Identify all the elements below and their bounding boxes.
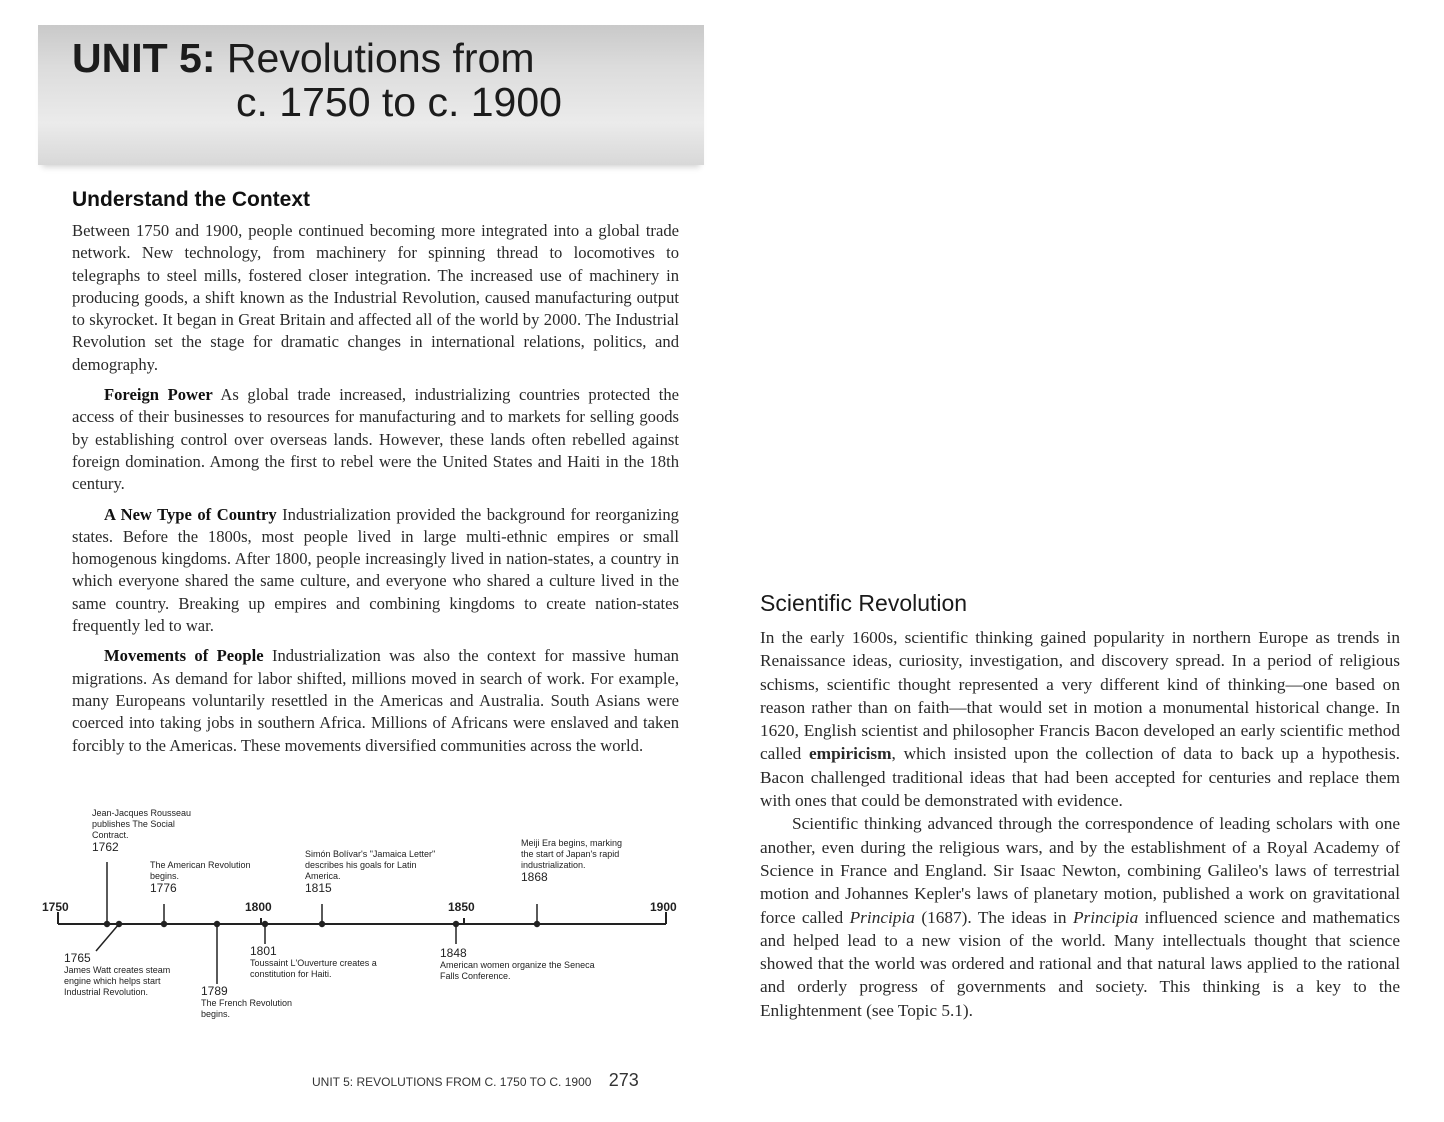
axis-label-1900: 1900 (650, 900, 677, 914)
timeline (38, 800, 688, 1040)
timeline-event (64, 953, 174, 998)
run-in-heading: A New Type of Country (104, 504, 277, 524)
page-footer (312, 1070, 639, 1091)
paragraph-text: Industrialization provided the background for reorganizing states. Before the 1800s, most people lived in large multi-ethnic empires or small homogenous kingdoms. After 1800, people increasingly lived in nation-states, a country in which everyone shared the same culture, and everyone who shared a culture lived in the same country. Breaking up empires and combining kingdoms to create nation-states frequently led to war. (72, 504, 679, 636)
context-paragraph-3 (72, 504, 679, 638)
paragraph-text: Scientific thinking advanced through the correspondence of leading scholars with one another, even during the religious wars, and by the establishment of a Royal Academy of Science in France and England. Sir Isaac Newton, combining Galileo's laws of terrestrial motion and Johannes Kepler's laws of planetary motion, published a work on gravitational force called (760, 814, 1400, 927)
event-text: Simón Bolívar's "Jamaica Letter" describes his goals for Latin America. (305, 849, 436, 881)
unit-title-line2: c. 1750 to c. 1900 (236, 79, 562, 125)
axis-label-1800: 1800 (245, 900, 272, 914)
context-body (72, 220, 679, 765)
page-number: 273 (608, 1070, 639, 1090)
unit-title (72, 36, 562, 124)
axis-label-1850: 1850 (448, 900, 475, 914)
unit-title-line1: Revolutions from (226, 35, 535, 81)
context-paragraph-4 (72, 645, 679, 756)
event-text: James Watt creates steam engine which helps start Industrial Revolution. (64, 965, 171, 997)
context-paragraph-1: Between 1750 and 1900, people continued becoming more integrated into a global trade network. New technology, from machinery for spinning thread to locomotives to telegraphs to steel mills, fostered closer integration. The increased use of machinery in producing goods, a shift known as the Industrial Revolution, caused manufacturing output to skyrocket. It began in Great Britain and affected all of the world by 2000. The Industrial Revolution set the stage for dramatic changes in international relations, politics, and demography. (72, 221, 679, 374)
event-year: 1776 (150, 881, 177, 895)
key-term: empiricism (809, 744, 892, 764)
run-in-heading: Foreign Power (104, 385, 213, 405)
event-marker-1801 (262, 921, 268, 927)
event-marker-1776 (161, 921, 167, 927)
event-text: American women organize the Seneca Falls Conference. (440, 960, 595, 981)
event-text: The French Revolution begins. (201, 998, 293, 1019)
event-text: Toussaint L'Ouverture creates a constitution for Haiti. (250, 958, 377, 979)
timeline-event (305, 849, 445, 894)
paragraph-text: , which insisted upon the collection of data to back up a hypothesis. Bacon challenged traditional ideas that had been accepted for centuries and replace them with ones that could be demonstrated with evidence. (760, 744, 1400, 811)
event-text: The American Revolution begins. (150, 860, 251, 881)
context-paragraph-2 (72, 384, 679, 495)
event-year: 1789 (201, 984, 228, 998)
timeline-event (92, 808, 200, 853)
paragraph-text: In the early 1600s, scientific thinking gained popularity in northern Europe as trends in Renaissance ideas, curiosity, investigation, and discovery spread. In a period of religious schisms, scientific thought represented a very different kind of thinking—one based on reason rather than on faith—that would set in motion a monumental historical change. In 1620, English scientist and philosopher Francis Bacon developed an early scientific method called (760, 628, 1400, 764)
axis-label-1750: 1750 (42, 900, 69, 914)
context-heading: Understand the Context (72, 188, 311, 211)
event-marker-1765 (116, 921, 122, 927)
scientific-paragraph-2 (760, 812, 1400, 1022)
timeline-event (521, 838, 631, 883)
scientific-revolution-heading: Scientific Revolution (760, 590, 968, 616)
event-year: 1868 (521, 870, 548, 884)
event-text: Meiji Era begins, marking the start of Japan's rapid industrialization. (521, 838, 623, 870)
timeline-event (440, 948, 600, 982)
event-marker-1868 (534, 921, 540, 927)
paragraph-text: influenced science and mathematics and helped lead to a new vision of the world. Many intellectuals thought that science showed that the world was ordered and rational and that natural laws applied to the rational and orderly progress of governments and society. This thinking is a key to the Enlightenment (see Topic 5.1). (760, 907, 1400, 1020)
event-year: 1801 (250, 944, 277, 958)
book-title: Principia (849, 907, 915, 927)
timeline-event (250, 946, 410, 980)
timeline-event (201, 986, 301, 1020)
event-year: 1762 (92, 840, 119, 854)
event-marker-1762 (104, 921, 110, 927)
event-marker-1848 (453, 921, 459, 927)
unit-label: UNIT 5: (72, 35, 216, 81)
event-marker-1789 (214, 921, 220, 927)
event-year: 1815 (305, 881, 332, 895)
event-year: 1848 (440, 946, 467, 960)
event-text: Jean-Jacques Rousseau publishes The Social Contract. (92, 808, 192, 840)
running-head: UNIT 5: REVOLUTIONS FROM C. 1750 TO C. 1900 (312, 1075, 592, 1089)
timeline-event (150, 860, 260, 894)
paragraph-text: (1687). The ideas in (914, 907, 1073, 927)
event-marker-1815 (319, 921, 325, 927)
event-year: 1765 (64, 951, 91, 965)
scientific-body (760, 626, 1400, 1022)
paragraph-text: Industrialization was also the context for massive human migrations. As demand for labor shifted, millions moved in search of work. For example, many Europeans voluntarily resettled in the Americas and Australia. South Asians were coerced into taking jobs in southern Africa. Millions of Africans were enslaved and taken forcibly to the Americas. These movements diversified communities across the world. (72, 646, 679, 755)
run-in-heading: Movements of People (104, 646, 264, 666)
scientific-paragraph-1 (760, 626, 1400, 812)
event-line-1765 (96, 924, 119, 951)
book-title: Principia (1072, 907, 1139, 927)
paragraph-text: As global trade increased, industrializing countries protected the access of their businesses to resources for manufacturing and to markets for selling goods by establishing control over overseas lands. However, these lands often rebelled against foreign domination. Among the first to rebel were the United States and Haiti in the 18th century. (72, 385, 680, 494)
